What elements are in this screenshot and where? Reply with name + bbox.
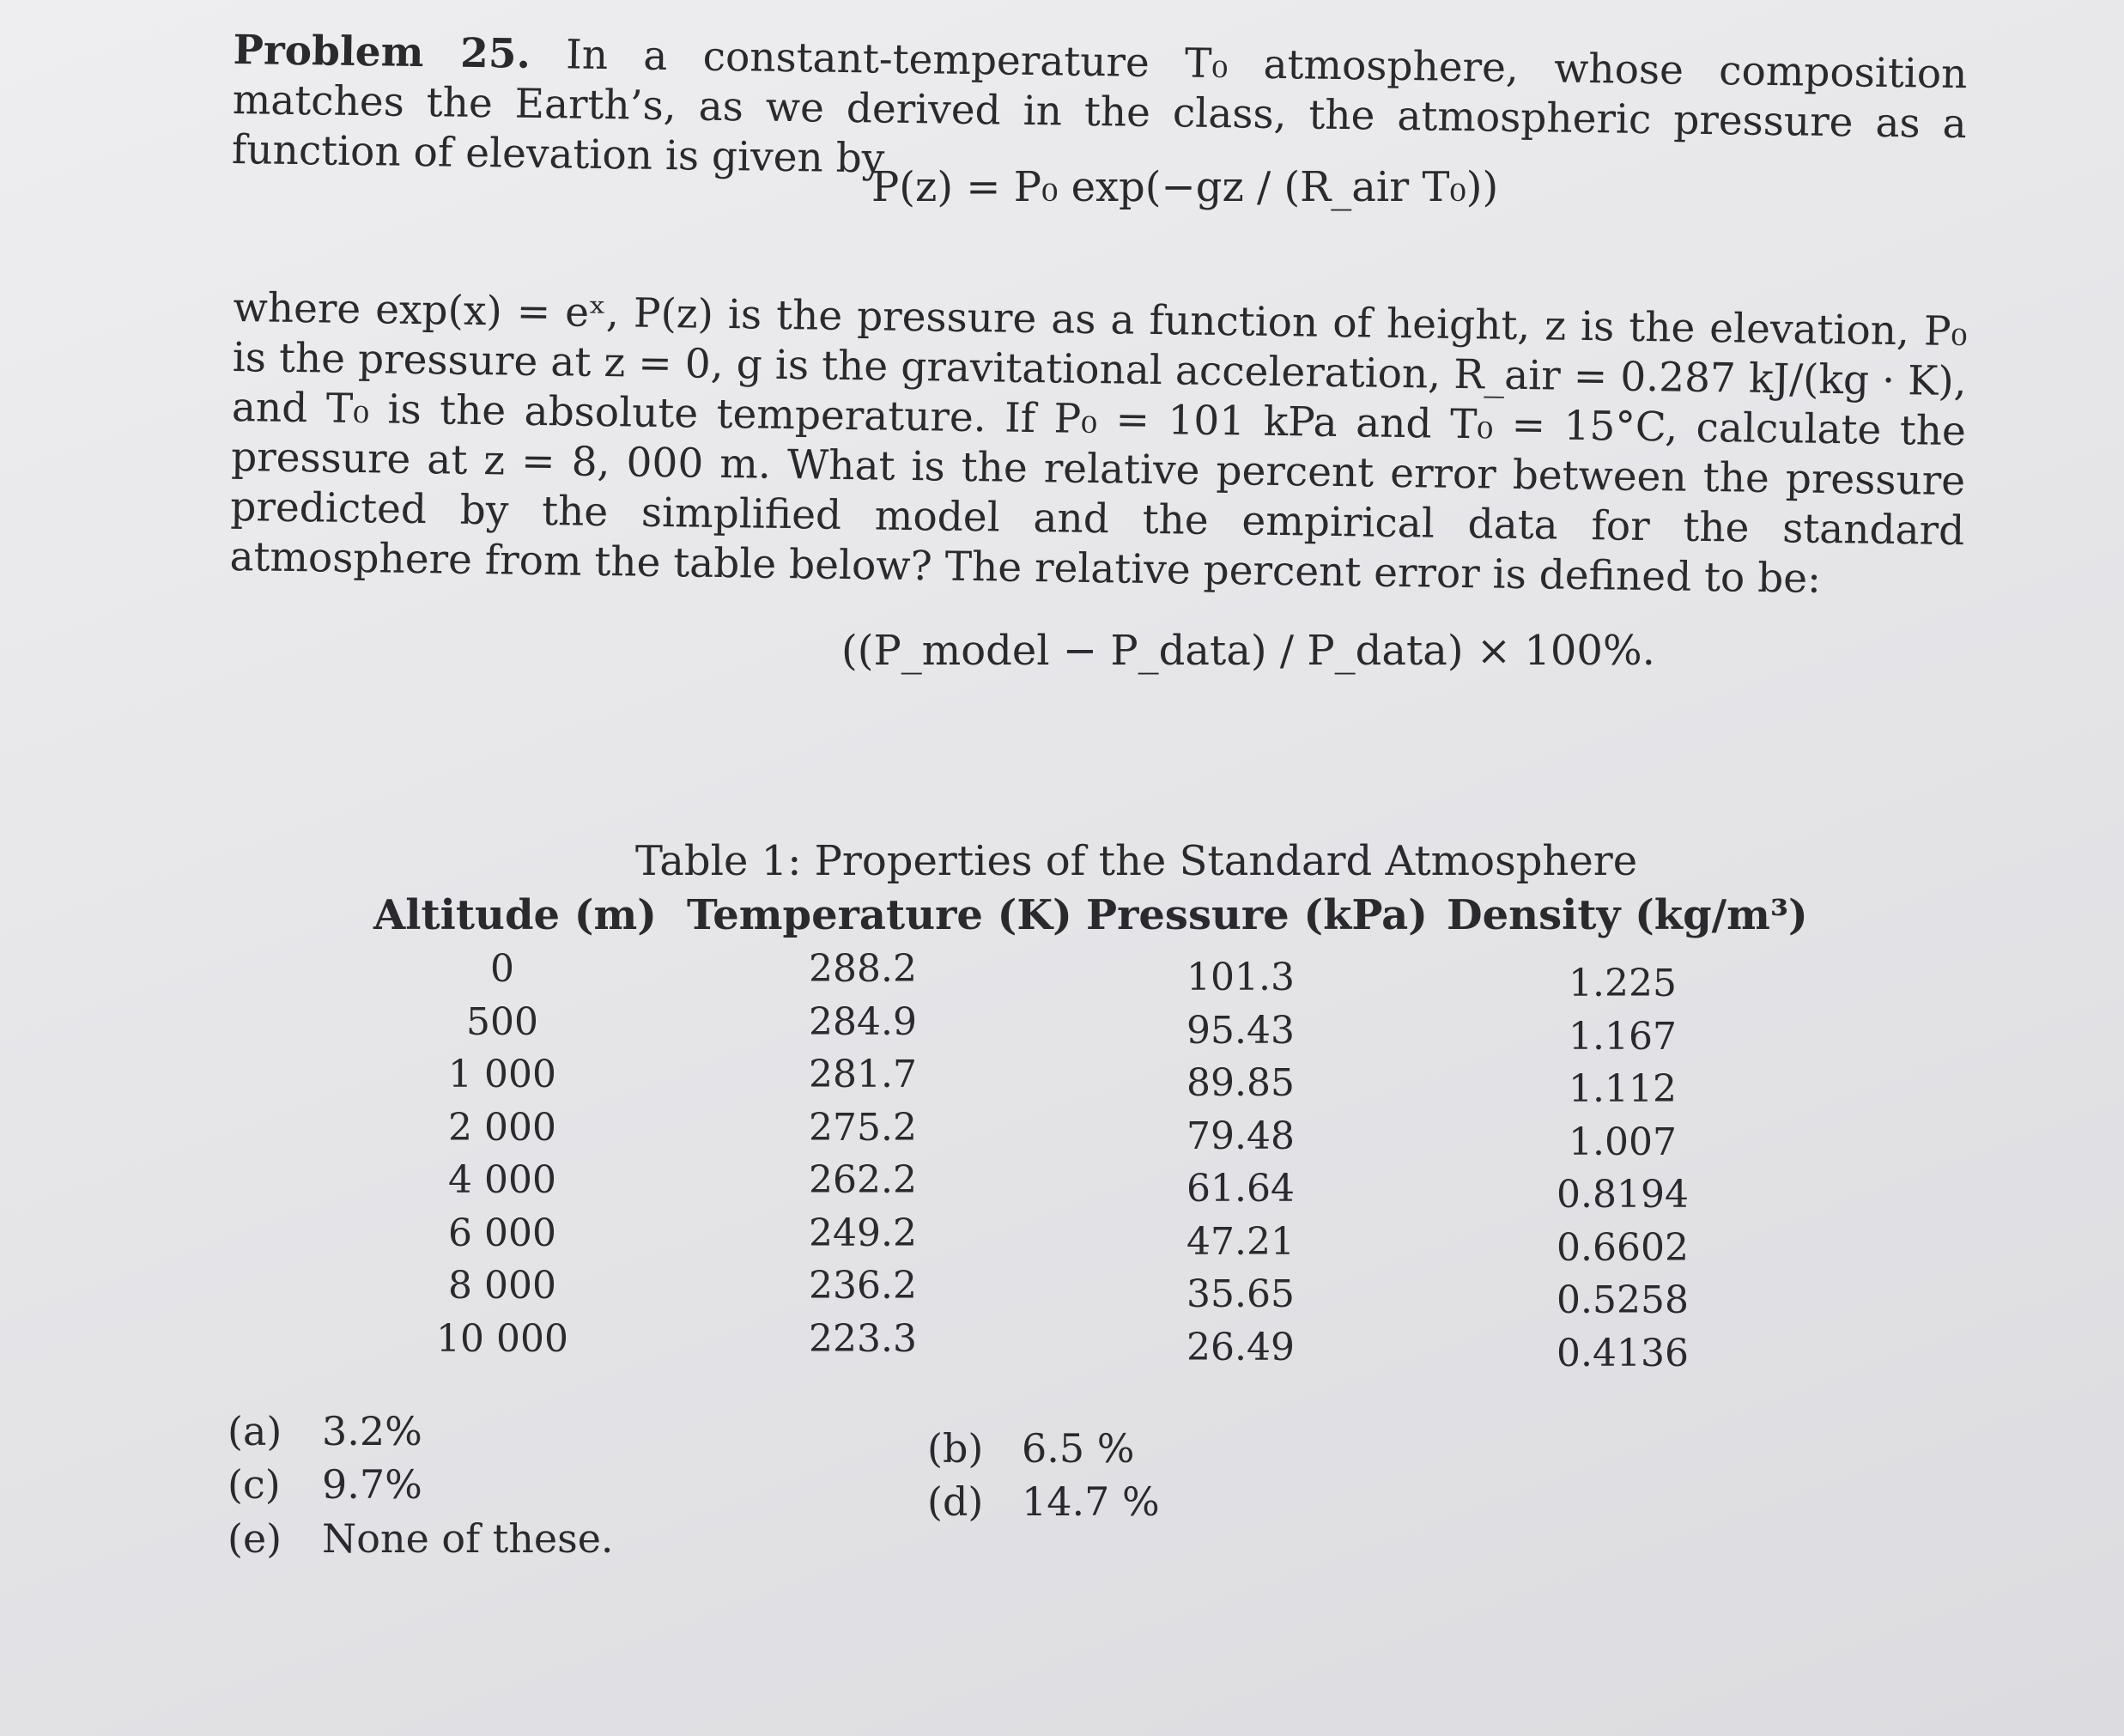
option-text: 9.7% [322, 1461, 422, 1508]
header-density: Density (kg/m³) [1447, 891, 1808, 939]
table-cell: 2 000 [448, 1105, 556, 1150]
table-cell: 89.85 [1186, 1061, 1295, 1105]
temperature-column [751, 943, 974, 1365]
option-c[interactable] [228, 1461, 422, 1508]
header-temperature: Temperature (K) [687, 891, 1072, 939]
table-cell: 47.21 [1186, 1219, 1295, 1264]
option-e[interactable] [228, 1515, 614, 1562]
table-cell: 95.43 [1186, 1008, 1295, 1053]
problem-title: Problem 25. [233, 26, 531, 78]
table-cell: 61.64 [1186, 1167, 1295, 1211]
relative-error-formula-text: ((P_model − P_data) / P_data) × 100%. [841, 627, 1655, 675]
relative-error-formula [841, 627, 1655, 675]
table-cell: 275.2 [809, 1105, 917, 1150]
table-cell: 0.5258 [1557, 1278, 1689, 1322]
table-caption: Table 1: Properties of the Standard Atmosphere [635, 837, 1638, 885]
problem-body: where exp(x) = eˣ, P(z) is the pressure as a function of height, z is the elevation, P₀ is the pressure at z = 0, g is the gravitational acceleration, R_air = 0.287 kJ/(kg · K), and T₀ is the absolute temperature. If P₀ = 101 kPa and T₀ = 15°C, calculate the pressure at z = 8, 000 m. What is the relative percent error between the pressure predicted by the simplified model and the empirical data for the standard atmosphere from the table below? The relative percent error is defined to be: [229, 283, 1968, 603]
table-cell: 284.9 [809, 999, 917, 1044]
problem-intro-text: In a constant-temperature T₀ atmosphere, whose composition matches the Earth’s, as we derived in the class, the atmospheric pressure as a function of elevation is given by [231, 31, 1968, 183]
table-cell: 1 000 [448, 1053, 556, 1096]
altitude-column [391, 943, 614, 1365]
table-cell: 4 000 [448, 1158, 556, 1202]
option-text: 6.5 % [1022, 1425, 1135, 1472]
header-pressure: Pressure (kPa) [1086, 891, 1428, 939]
table-cell: 101.3 [1186, 956, 1295, 999]
table-cell: 79.48 [1186, 1114, 1295, 1158]
table-cell: 6 000 [448, 1211, 556, 1255]
pressure-formula [871, 163, 1498, 211]
table-cell: 0 [490, 947, 514, 991]
table-cell: 1.167 [1569, 1014, 1677, 1059]
table-cell: 8 000 [448, 1264, 556, 1308]
option-a[interactable] [228, 1408, 422, 1454]
table-cell: 0.8194 [1557, 1173, 1689, 1217]
option-b[interactable] [927, 1425, 1135, 1472]
table-cell: 281.7 [809, 1053, 917, 1096]
density-column [1511, 957, 1734, 1380]
table-cell: 1.007 [1569, 1120, 1677, 1164]
option-label: (b) [927, 1425, 984, 1472]
option-text: None of these. [322, 1515, 614, 1562]
table-cell: 0.4136 [1557, 1331, 1689, 1375]
option-label: (c) [228, 1461, 281, 1508]
table-cell: 35.65 [1186, 1272, 1295, 1316]
pressure-column [1129, 951, 1352, 1374]
table-cell: 262.2 [809, 1158, 917, 1202]
table-cell: 26.49 [1186, 1325, 1295, 1369]
option-d[interactable] [927, 1478, 1160, 1525]
option-text: 14.7 % [1022, 1478, 1160, 1525]
header-altitude: Altitude (m) [373, 891, 657, 939]
table-cell: 288.2 [809, 947, 917, 991]
option-label: (d) [927, 1478, 984, 1525]
table-cell: 10 000 [436, 1316, 568, 1361]
pressure-formula-text: P(z) = P₀ exp(−gz / (R_air T₀)) [871, 163, 1499, 211]
table-cell: 1.225 [1569, 962, 1677, 1005]
option-label: (a) [228, 1408, 282, 1454]
option-text: 3.2% [322, 1408, 422, 1454]
table-cell: 1.112 [1569, 1067, 1677, 1111]
table-cell: 249.2 [809, 1211, 917, 1255]
table-cell: 0.6602 [1557, 1225, 1689, 1270]
table-cell: 223.3 [809, 1316, 917, 1361]
table-cell: 236.2 [809, 1264, 917, 1308]
option-label: (e) [228, 1515, 282, 1562]
table-cell: 500 [466, 999, 538, 1044]
